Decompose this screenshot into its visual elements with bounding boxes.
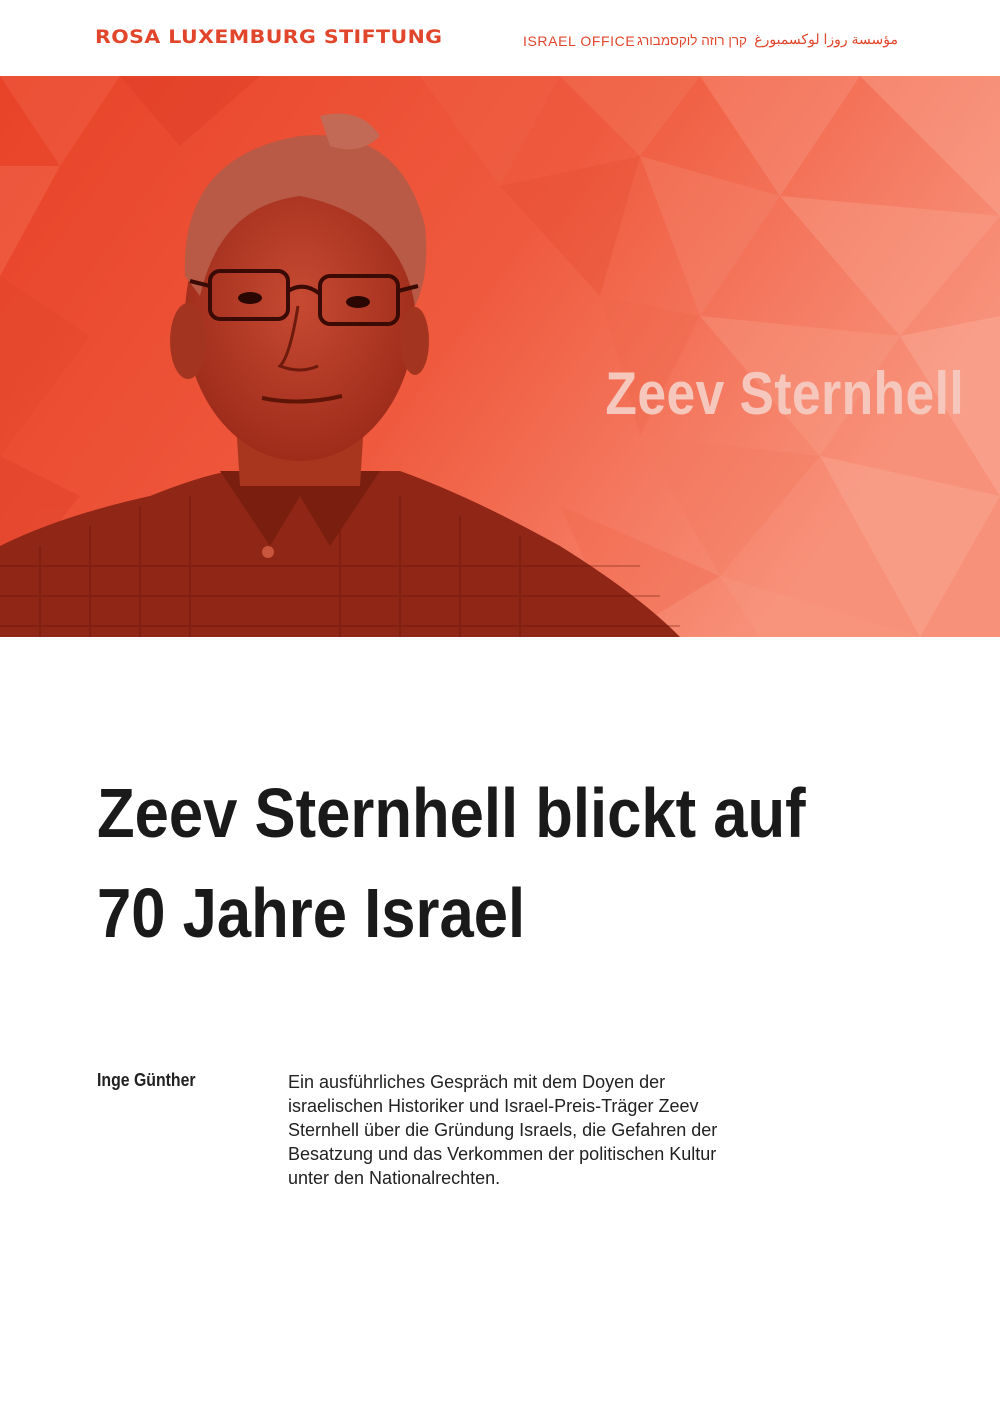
header bbox=[0, 0, 1000, 76]
abstract-line: Sternhell über die Gründung Israels, die Gefahren der bbox=[288, 1120, 718, 1140]
hebrew-brand-label: קרן רוזה לוקסמבורג bbox=[637, 33, 747, 48]
hero-banner bbox=[0, 76, 1000, 637]
title-line-1: Zeev Sternhell blickt auf bbox=[97, 774, 806, 852]
abstract-line: israelischen Historiker und Israel-Preis-Träger Zeev bbox=[288, 1096, 699, 1116]
abstract-line: Ein ausführliches Gespräch mit dem Doyen der bbox=[288, 1072, 666, 1092]
page-title bbox=[97, 763, 957, 963]
author-name: Inge Günther bbox=[97, 1070, 196, 1090]
abstract bbox=[288, 1070, 808, 1190]
brand-logo: ROSA LUXEMBURG STIFTUNG bbox=[95, 26, 443, 48]
hero-background bbox=[0, 76, 1000, 637]
title-line-2: 70 Jahre Israel bbox=[97, 874, 526, 952]
abstract-line: Besatzung und das Verkommen der politischen Kultur bbox=[288, 1144, 717, 1164]
arabic-brand-label: مؤسسة روزا لوكسمبورغ bbox=[754, 31, 898, 47]
hero-name: Zeev Sternhell bbox=[605, 360, 964, 427]
office-label: ISRAEL OFFICE bbox=[523, 33, 636, 49]
abstract-line: unter den Nationalrechten. bbox=[288, 1168, 501, 1188]
